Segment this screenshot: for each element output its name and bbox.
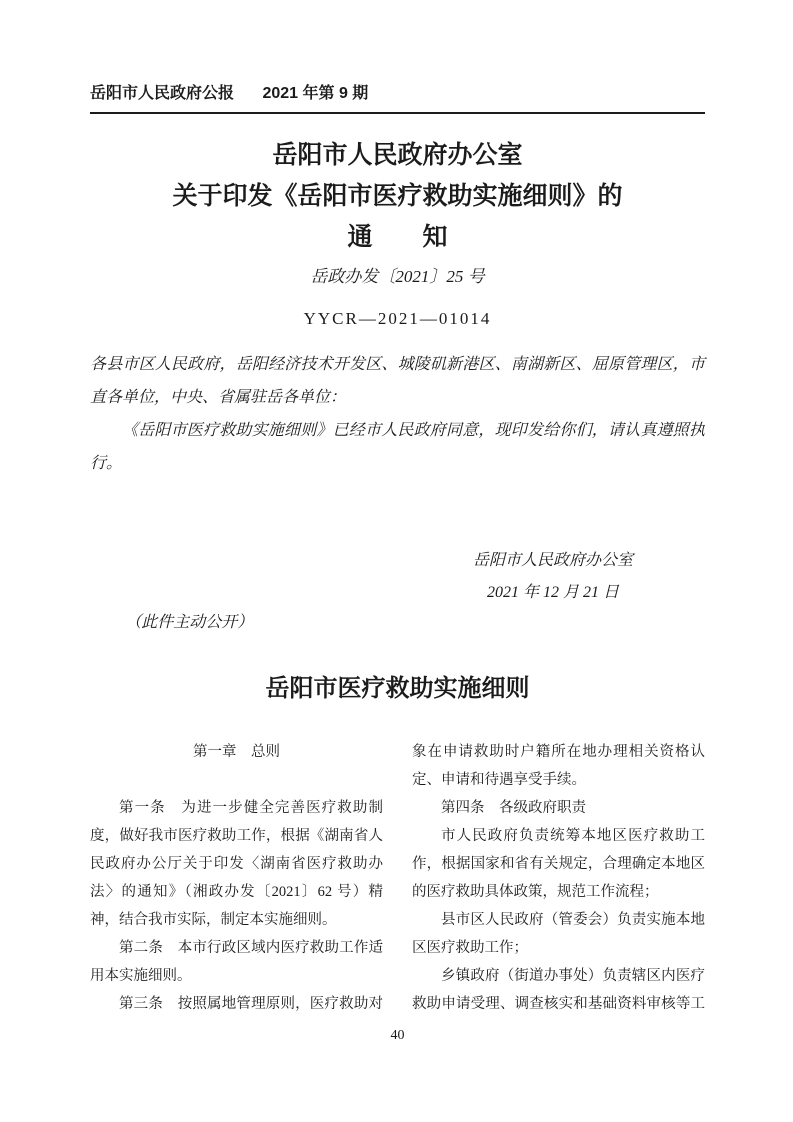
notice-body <box>90 348 705 480</box>
disclosure-note: （此件主动公开） <box>125 614 254 631</box>
column-right <box>412 738 705 1018</box>
signature-org: 岳阳市人民政府办公室 <box>472 552 633 569</box>
gazette-title: 岳阳市人民政府公报 <box>90 85 235 102</box>
article-3-paragraph: 第三条 按照属地管理原则，医疗救助对 <box>119 996 383 1012</box>
gazette-issue: 2021 年第 9 期 <box>262 85 369 102</box>
article-2-paragraph: 第二条 本市行政区域内医疗救助工作适用本实施细则。 <box>90 940 383 984</box>
article-4-paragraph-township: 乡镇政府（街道办事处）负责辖区内医疗救助申请受理、调查核实和基础资料审核等工 <box>412 968 705 1012</box>
chapter-heading: 第一章 总则 <box>193 744 280 760</box>
signature-date: 2021 年 12 月 21 日 <box>486 584 619 601</box>
page-number: 40 <box>390 1028 405 1043</box>
article-4-paragraph-county: 县市区人民政府（管委会）负责实施本地区医疗救助工作； <box>412 912 705 956</box>
article-1-paragraph: 第一条 为进一步健全完善医疗救助制度，做好我市医疗救助工作，根据《湖南省人民政府办公厅关于印发〈湖南省医疗救助办法〉的通知》（湘政办发〔2021〕62 号）精神，结合我市实际，制定本实施细则。 <box>90 800 383 928</box>
article-3-continuation: 象在申请救助时户籍所在地办理相关资格认定、申请和待遇享受手续。 <box>412 744 705 788</box>
notice-title <box>90 135 705 258</box>
notice-title-line-3: 通 知 <box>347 224 448 251</box>
recipients-paragraph: 各县市区人民政府，岳阳经济技术开发区、城陵矶新港区、南湖新区、屈原管理区，市直各单位，中央、省属驻岳各单位： <box>90 356 705 406</box>
notice-title-line-1: 岳阳市人民政府办公室 <box>272 142 523 169</box>
article-4-paragraph-city: 市人民政府负责统筹本地区医疗救助工作，根据国家和省有关规定，合理确定本地区的医疗救助具体政策，规范工作流程； <box>412 828 705 900</box>
index-code: YYCR—2021—01014 <box>303 309 492 328</box>
notice-title-line-2: 关于印发《岳阳市医疗救助实施细则》的 <box>172 183 623 210</box>
doc-number: 岳政办发〔2021〕25 号 <box>310 267 485 286</box>
signature-block <box>462 545 644 609</box>
regulation-columns <box>90 738 705 1018</box>
notice-body-paragraph: 《岳阳市医疗救助实施细则》已经市人民政府同意，现印发给你们，请认真遵照执行。 <box>90 422 705 472</box>
column-left <box>90 738 383 1018</box>
article-4-heading: 第四条 各级政府职责 <box>441 800 586 816</box>
regulation-title: 岳阳市医疗救助实施细则 <box>265 676 530 702</box>
page-header <box>90 84 705 114</box>
